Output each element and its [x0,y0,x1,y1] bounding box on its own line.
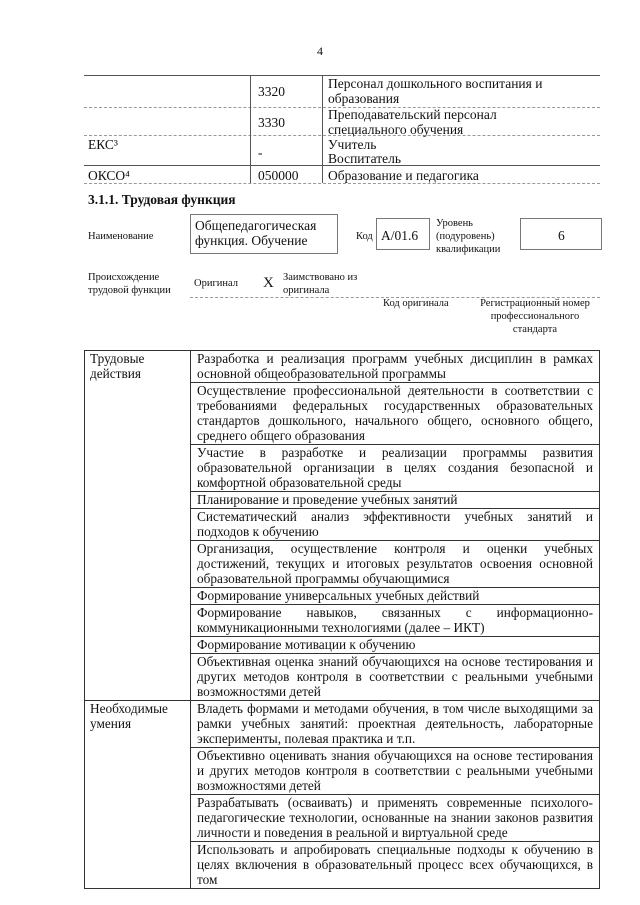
required-skill-text: Владеть формами и методами обучения, в том числе выходящими за рамки учебных занятий: проектная деятельность, лабораторные эксперименты, полевая практика и т.п. [191,701,600,748]
original-label: Оригинал [194,278,238,289]
function-code-value: A/01.6 [381,228,419,243]
labor-action-text: Планирование и проведение учебных занятий [191,492,600,509]
code-cell: 050000 [258,168,299,183]
code-original-label: Код оригинала [383,298,449,309]
labor-function-table [84,350,600,889]
code-label: Код [356,231,373,242]
labor-action-row [85,351,600,383]
occupation-name: Преподавательский персонал специального обучения [328,107,497,137]
labor-action-text: Формирование универсальных учебных действий [191,588,600,605]
reg-number-label: Регистрационный номер профессионального стандарта [480,298,590,335]
occupation-name: Учитель [328,137,377,152]
labor-action-text: Разработка и реализация программ учебных дисциплин в рамках основной общеобразовательной программы [191,351,600,383]
borrowed-label: Заимствовано из оригинала [283,272,358,296]
labor-action-text: Формирование мотивации к обучению [191,637,600,654]
occupation-name: Образование и педагогика [328,168,479,183]
labor-action-text: Систематический анализ эффективности учебных занятий и подходов к обучению [191,509,600,541]
labor-action-text: Осуществление профессиональной деятельности в соответствии с требованиями федеральных государственных образовательных стандартов дошкольного, начального общего, основного общего, среднего общего образования [191,383,600,445]
occupation-name: Воспитатель [328,151,402,166]
required-skill-text: Разрабатывать (осваивать) и применять современные психолого-педагогические технологии, основанные на знании законов развития личности и поведения в реальной и виртуальной среде [191,795,600,842]
required-skill-row [85,701,600,748]
original-mark: X [263,275,274,291]
code-cell: - [258,145,263,160]
labor-action-group-label: Трудовые действия [85,351,191,701]
labor-action-text: Участие в разработке и реализации программы развития образовательной организации в целях создания безопасной и комфортной образовательной среды [191,445,600,492]
level-label: Уровень (подуровень) квалификации [436,218,501,255]
origin-label: Происхождение трудовой функции [88,272,171,296]
required-skill-text: Объективно оценивать знания обучающихся на основе тестирования и других методов контроля в соответствии с реальными учебными возможностями детей [191,748,600,795]
code-cell: 3320 [258,84,285,99]
labor-action-text: Организация, осуществление контроля и оценки учебных достижений, текущих и итоговых результатов освоения основной образовательной программы обучающимися [191,541,600,588]
occupation-name: Персонал дошкольного воспитания и образования [328,76,543,106]
level-value: 6 [558,228,565,243]
okso-label: ОКСО⁴ [88,168,130,183]
required-skill-group-label: Необходимые умения [85,701,191,889]
page-number: 4 [317,44,323,58]
section-heading: 3.1.1. Трудовая функция [88,192,236,207]
code-cell: 3330 [258,115,285,130]
labor-action-text: Объективная оценка знаний обучающихся на основе тестирования и других методов контроля в соответствии с реальными учебными возможностями детей [191,654,600,701]
labor-action-text: Формирование навыков, связанных с информационно-коммуникационными технологиями (далее – ИКТ) [191,605,600,637]
required-skill-text: Использовать и апробировать специальные подходы к обучению в целях включения в образовательный процесс всех обучающихся, в том [191,842,600,889]
function-name-value: Общепедагогическая функция. Обучение [195,218,317,248]
name-label: Наименование [88,231,154,242]
eks-label: ЕКС³ [88,137,118,152]
